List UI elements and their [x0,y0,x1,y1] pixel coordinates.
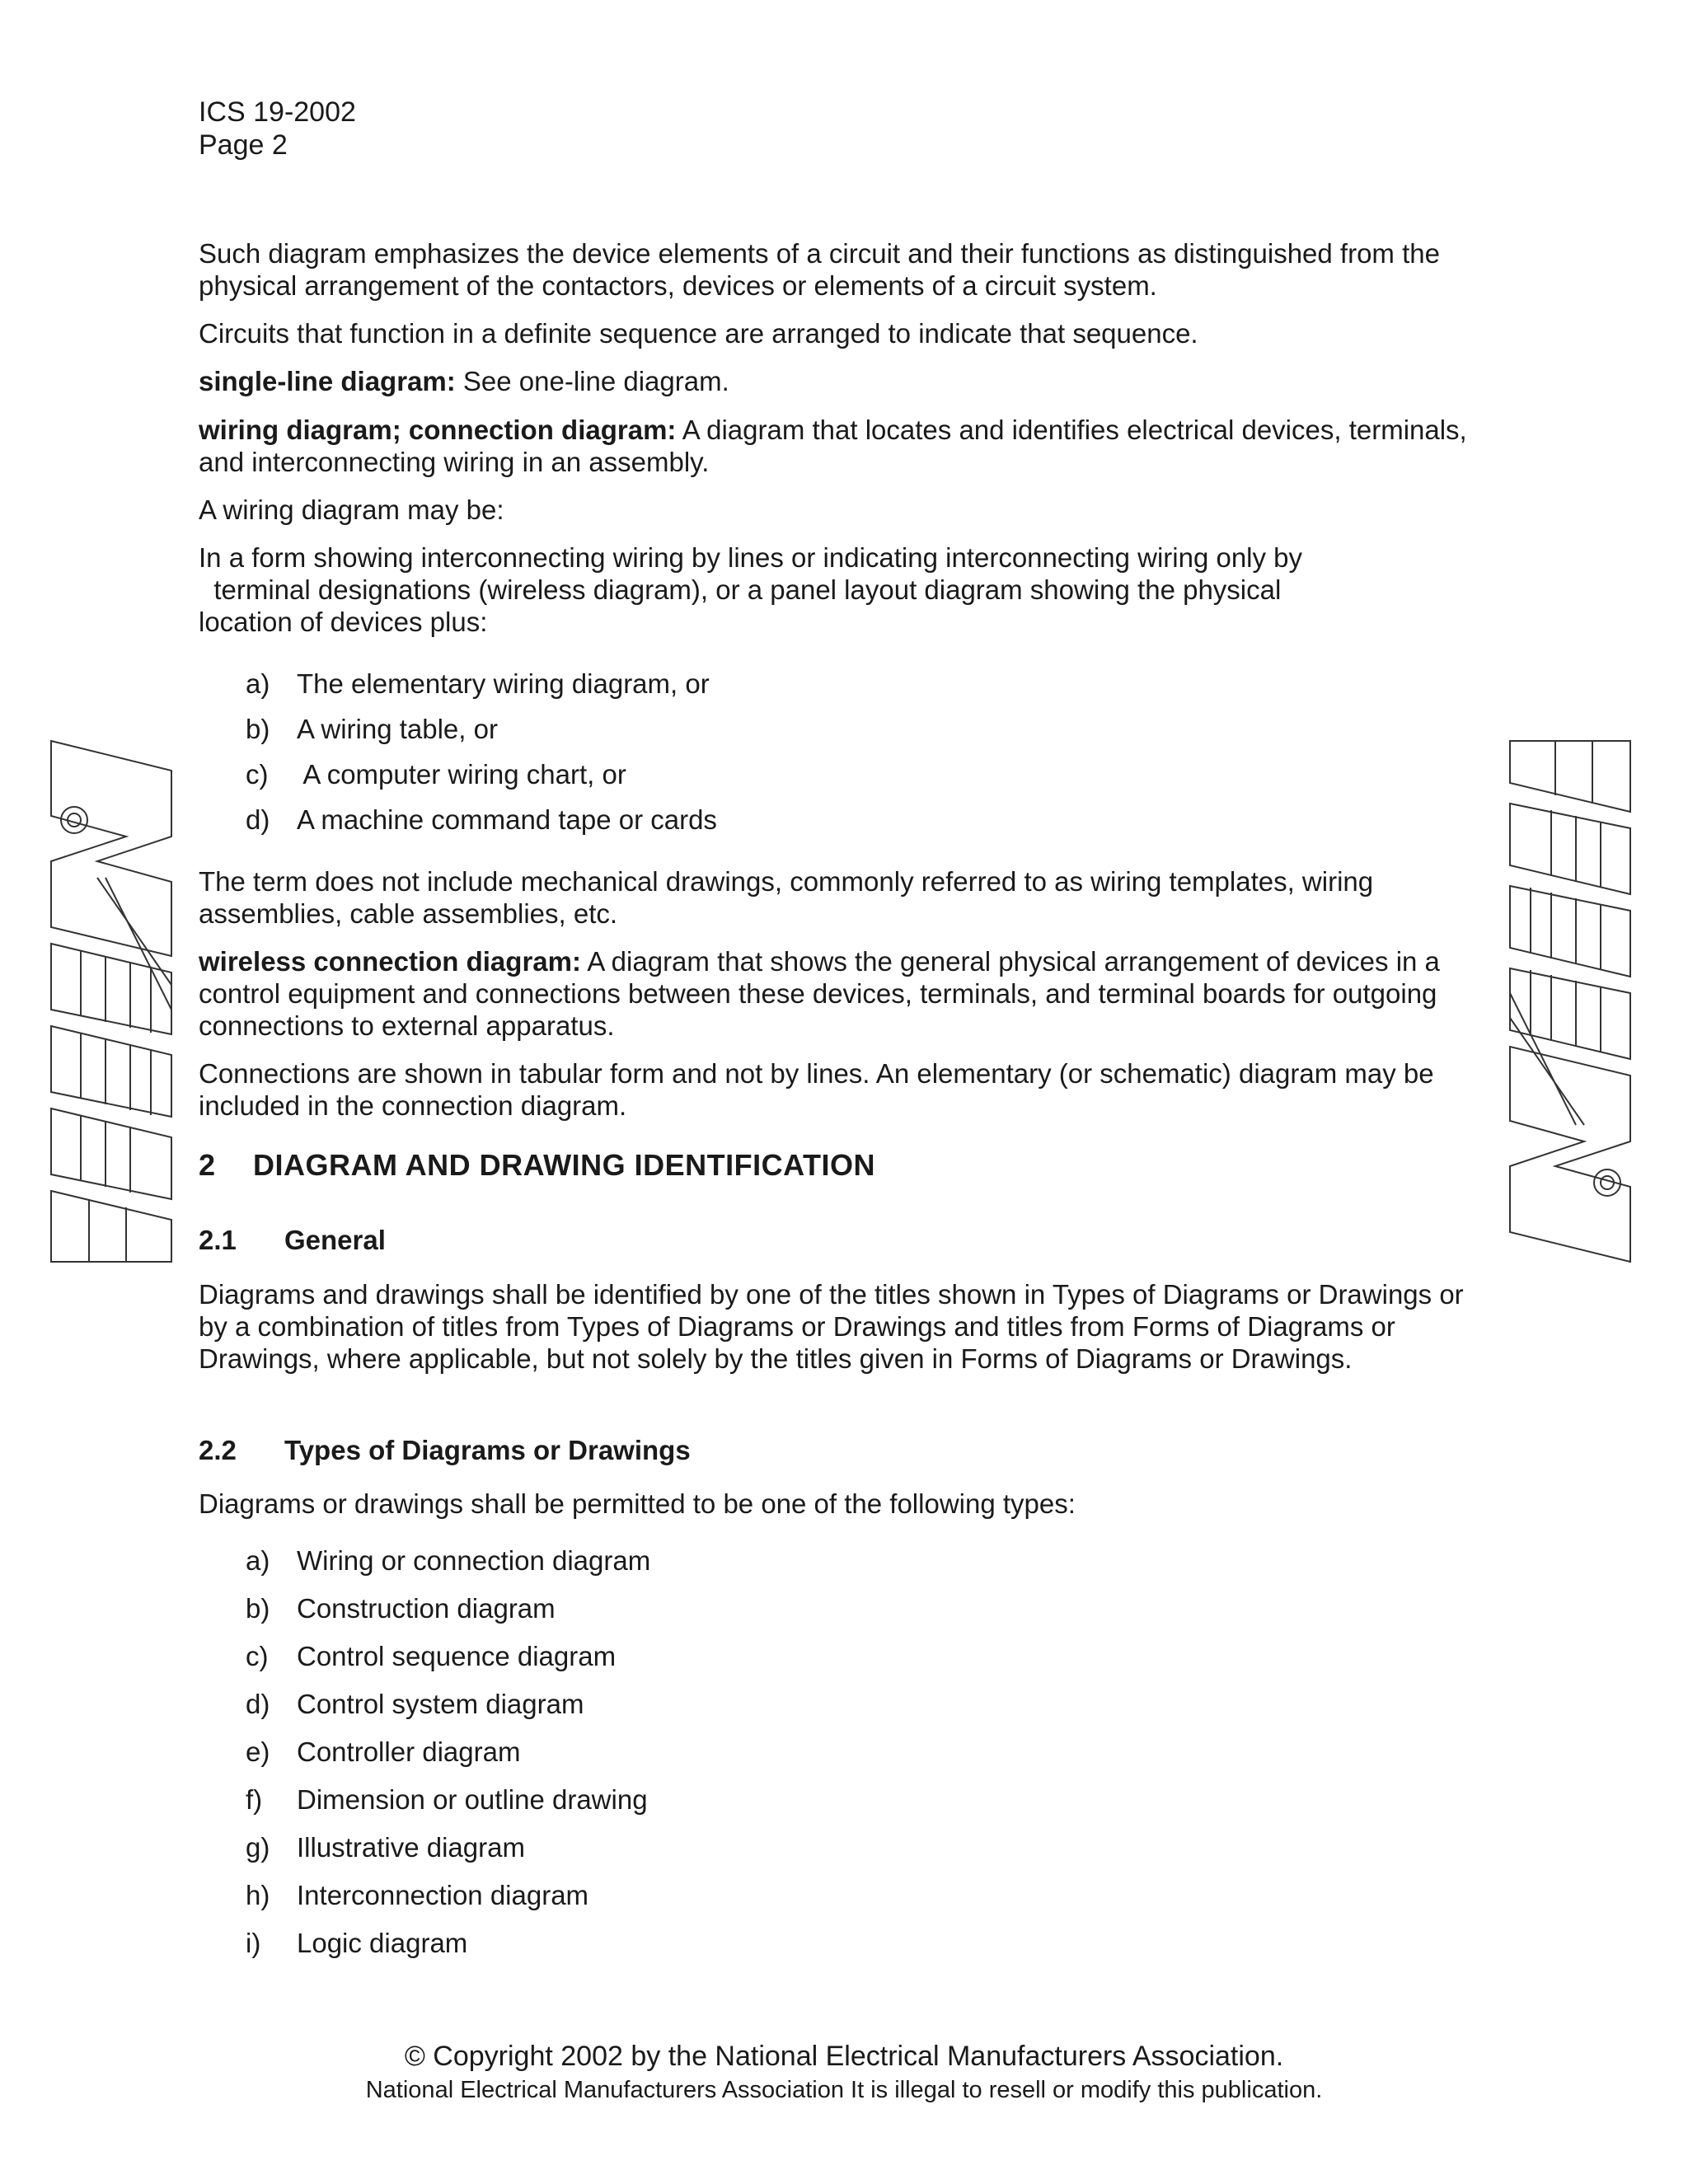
definition-wireless-connection [199,945,1484,1042]
list-marker: d) [246,1689,270,1719]
list-marker: a) [246,1545,270,1576]
list-marker: d) [246,804,270,835]
running-header [199,96,356,162]
term-wireless-connection: wireless connection diagram: [199,946,581,977]
list-marker: g) [246,1832,270,1863]
list-text: Control system diagram [297,1689,584,1719]
term-wiring-diagram: wiring diagram; connection diagram: [199,415,677,445]
list-marker: b) [246,714,270,744]
definition-text: See one-line diagram. [455,366,729,396]
text-line: In a form showing interconnecting wiring by lines or indicating interconnecting wiring only by [199,542,1303,573]
section-number: 2 [199,1148,216,1182]
nema-logo-right [1505,738,1634,1265]
term-single-line: single-line diagram: [199,366,456,396]
paragraph-tabular-form: Connections are shown in tabular form and not by lines. An elementary (or schematic) diagram may be included in the connection diagram. [199,1058,1434,1121]
list-marker: i) [246,1928,261,1958]
list-marker: f) [246,1784,263,1815]
section-heading-2-1 [199,1225,386,1256]
definition-single-line [199,365,1484,397]
paragraph-permitted-types: Diagrams or drawings shall be permitted to be one of the following types: [199,1488,1076,1519]
doc-id: ICS 19-2002 [199,96,356,128]
copyright-notice: © Copyright 2002 by the National Electrical Manufacturers Association. [404,2041,1284,2072]
paragraph-sequence: Circuits that function in a definite sequence are arranged to indicate that sequence. [199,318,1198,349]
list-text: A wiring table, or [297,714,498,744]
resale-notice: National Electrical Manufacturers Association It is illegal to resell or modify this publication. [365,2077,1323,2103]
list-text: Wiring or connection diagram [297,1545,651,1576]
list-text: A machine command tape or cards [297,804,717,835]
list-text: Construction diagram [297,1593,556,1624]
section-title: Types of Diagrams or Drawings [284,1435,691,1465]
section-number: 2.2 [199,1435,237,1465]
section-title: General [284,1225,386,1255]
list-marker: h) [246,1880,270,1910]
definition-wiring-diagram [199,414,1484,478]
list-marker: a) [246,668,270,699]
list-text: A computer wiring chart, or [297,759,626,790]
list-text: The elementary wiring diagram, or [297,668,710,699]
text-line: location of devices plus: [199,607,488,637]
section-heading-2 [199,1148,875,1183]
section-number: 2.1 [199,1225,237,1255]
list-marker: e) [246,1736,270,1767]
list-text: Control sequence diagram [297,1641,617,1671]
nema-logo-left [48,738,176,1265]
paragraph-identification: Diagrams and drawings shall be identified by one of the titles shown in Types of Diagrams or Drawings or by a combination of titles from Types of Diagrams or Drawings and titles from Forms of Diagrams or Drawings, where applicable, but not solely by the titles given in Forms of Diagrams or Drawings. [199,1279,1464,1374]
definition-text: A diagram that locates and identifies electrical devices, terminals, and interconnecting wiring in an assembly. [199,415,1467,477]
page-number: Page 2 [199,129,288,161]
section-heading-2-2 [199,1435,691,1466]
list-text: Interconnection diagram [297,1880,589,1910]
paragraph-diagram-emphasis: Such diagram emphasizes the device elements of a circuit and their functions as distinguished from the physical arrangement of the contactors, devices or elements of a circuit system. [199,238,1440,301]
paragraph-wiring-may-be: A wiring diagram may be: [199,494,504,525]
paragraph-term-excludes: The term does not include mechanical drawings, commonly referred to as wiring templates, wiring assemblies, cable assemblies, etc. [199,866,1374,929]
list-marker: b) [246,1593,270,1624]
text-line: terminal designations (wireless diagram), or a panel layout diagram showing the physical [199,574,1282,605]
list-marker: c) [246,759,269,790]
definition-text: A diagram that shows the general physical arrangement of devices in a control equipment and connections between these devices, terminals, and terminal boards for outgoing connections to external apparatus. [199,946,1440,1041]
list-text: Logic diagram [297,1928,468,1958]
list-marker: c) [246,1641,269,1671]
list-text: Controller diagram [297,1736,521,1767]
list-text: Dimension or outline drawing [297,1784,648,1815]
section-title: DIAGRAM AND DRAWING IDENTIFICATION [253,1148,875,1182]
list-text: Illustrative diagram [297,1832,525,1863]
paragraph-form-showing [199,541,1484,638]
